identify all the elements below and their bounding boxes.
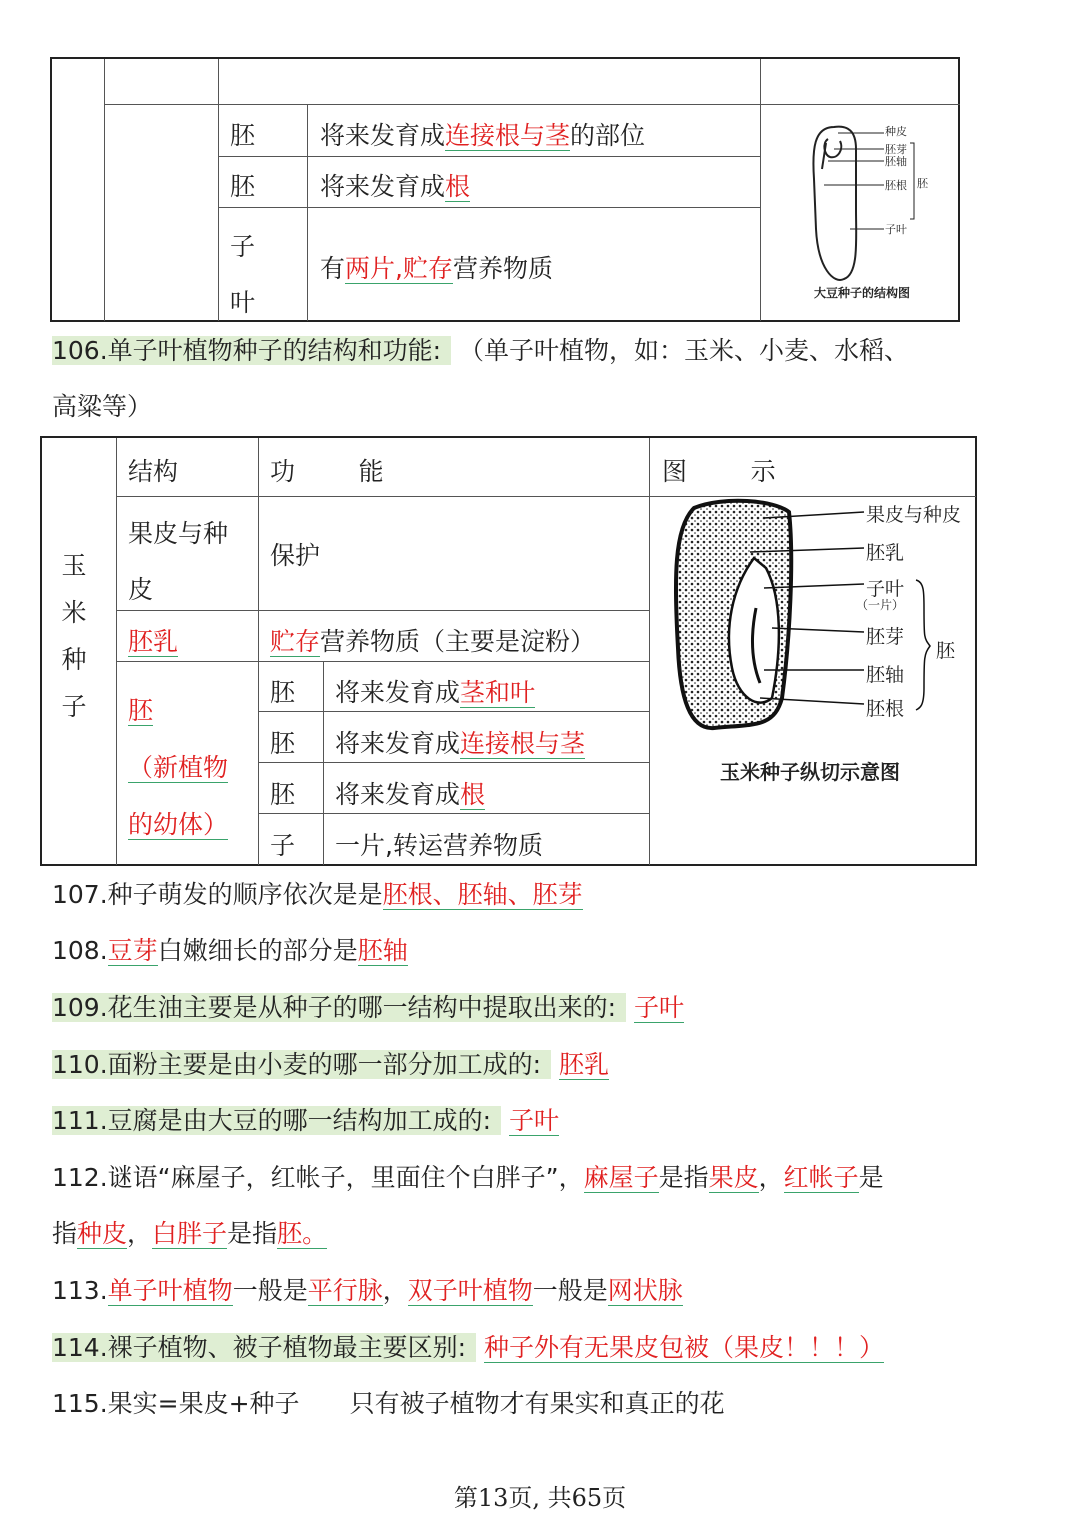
q107: 107.种子萌发的顺序依次是是胚根、胚轴、胚芽 <box>52 880 583 909</box>
soybean-figure <box>764 109 956 314</box>
q106-title: 106.单子叶植物种子的结构和功能: <box>52 336 451 365</box>
q114: 114.裸子植物、被子植物最主要区别: 种子外有无果皮包被（果皮！！！） <box>52 1333 885 1362</box>
corn-figure-caption: 玉米种子纵切示意图 <box>720 760 900 784</box>
soy-label-cotyledon: 子叶 <box>885 223 907 236</box>
q110: 110.面粉主要是由小麦的哪一部分加工成的: 胚乳 <box>52 1050 610 1079</box>
corn-header-figure: 图 示 <box>662 457 776 486</box>
soy-label-plumule: 胚芽 <box>885 143 907 156</box>
corn-side-label: 玉米种子 <box>58 552 87 740</box>
corn-figure <box>654 498 976 828</box>
corn-embryo-row1-function: 将来发育成茎和叶 <box>335 678 536 707</box>
corn-endosperm-function: 贮存营养物质（主要是淀粉） <box>270 627 596 656</box>
soy-row2-part: 胚 <box>230 172 256 201</box>
soybean-table <box>50 57 960 322</box>
soy-label-seedcoat: 种皮 <box>885 125 907 138</box>
soy-figure-caption: 大豆种子的结构图 <box>814 286 911 300</box>
q111: 111.豆腐是由大豆的哪一结构加工成的: 子叶 <box>52 1106 560 1135</box>
soy-row1-function: 将来发育成连接根与茎的部位 <box>320 121 646 150</box>
corn-skin-structure: 果皮与种皮 <box>128 519 229 604</box>
corn-label-one-piece: （一片） <box>856 598 905 612</box>
corn-endosperm-structure: 胚乳 <box>128 627 179 656</box>
corn-label-cotyledon: 子叶 <box>866 578 905 600</box>
soy-row3-part: 子叶 <box>230 232 256 317</box>
q106-line2: 高粱等） <box>52 392 153 421</box>
q115: 115.果实=果皮+种子 只有被子植物才有果实和真正的花 <box>52 1389 725 1418</box>
corn-header-function: 功 能 <box>270 457 384 486</box>
q112-line2: 指种皮，白胖子是指胚。 <box>52 1219 328 1248</box>
q113: 113.单子叶植物一般是平行脉，双子叶植物一般是网状脉 <box>52 1276 683 1305</box>
corn-embryo-row1-part: 胚 <box>270 678 296 707</box>
corn-header-structure: 结构 <box>128 457 179 486</box>
corn-skin-function: 保护 <box>270 541 321 570</box>
soy-row3-function: 有两片,贮存营养物质 <box>320 254 553 283</box>
q109: 109.花生油主要是从种子的哪一结构中提取出来的: 子叶 <box>52 993 685 1022</box>
corn-label-radicle: 胚根 <box>866 698 905 720</box>
corn-embryo-row4-part: 子 <box>270 831 296 860</box>
q106-note: （单子叶植物，如：玉米、小麦、水稻、 <box>459 336 910 365</box>
corn-embryo-row3-function: 将来发育成根 <box>335 780 486 809</box>
q112-line1: 112.谜语“麻屋子，红帐子，里面住个白胖子”，麻屋子是指果皮，红帐子是 <box>52 1163 884 1192</box>
corn-embryo-row2-function: 将来发育成连接根与茎 <box>335 729 586 758</box>
corn-label-hypocotyl: 胚轴 <box>866 664 905 686</box>
soy-label-embryo: 胚 <box>917 177 928 190</box>
corn-embryo-row2-part: 胚 <box>270 729 296 758</box>
corn-label-embryo: 胚 <box>936 640 956 662</box>
page-footer: 第13页, 共65页 <box>453 1484 627 1512</box>
q108: 108.豆芽白嫩细长的部分是胚轴 <box>52 936 408 965</box>
soy-row1-part: 胚 <box>230 121 256 150</box>
corn-label-endosperm: 胚乳 <box>866 542 905 564</box>
corn-label-pericarp: 果皮与种皮 <box>866 504 962 526</box>
corn-embryo-label: 胚 （新植物 的幼体） <box>128 696 229 839</box>
q106-line1 <box>52 328 909 374</box>
corn-embryo-row4-function: 一片,转运营养物质 <box>335 831 543 860</box>
soy-row2-function: 将来发育成根 <box>320 172 471 201</box>
corn-label-plumule: 胚芽 <box>866 626 905 648</box>
corn-table <box>40 436 977 866</box>
soy-label-radicle: 胚根 <box>885 179 907 192</box>
soy-label-hypocotyl: 胚轴 <box>885 155 907 168</box>
corn-embryo-row3-part: 胚 <box>270 780 296 809</box>
